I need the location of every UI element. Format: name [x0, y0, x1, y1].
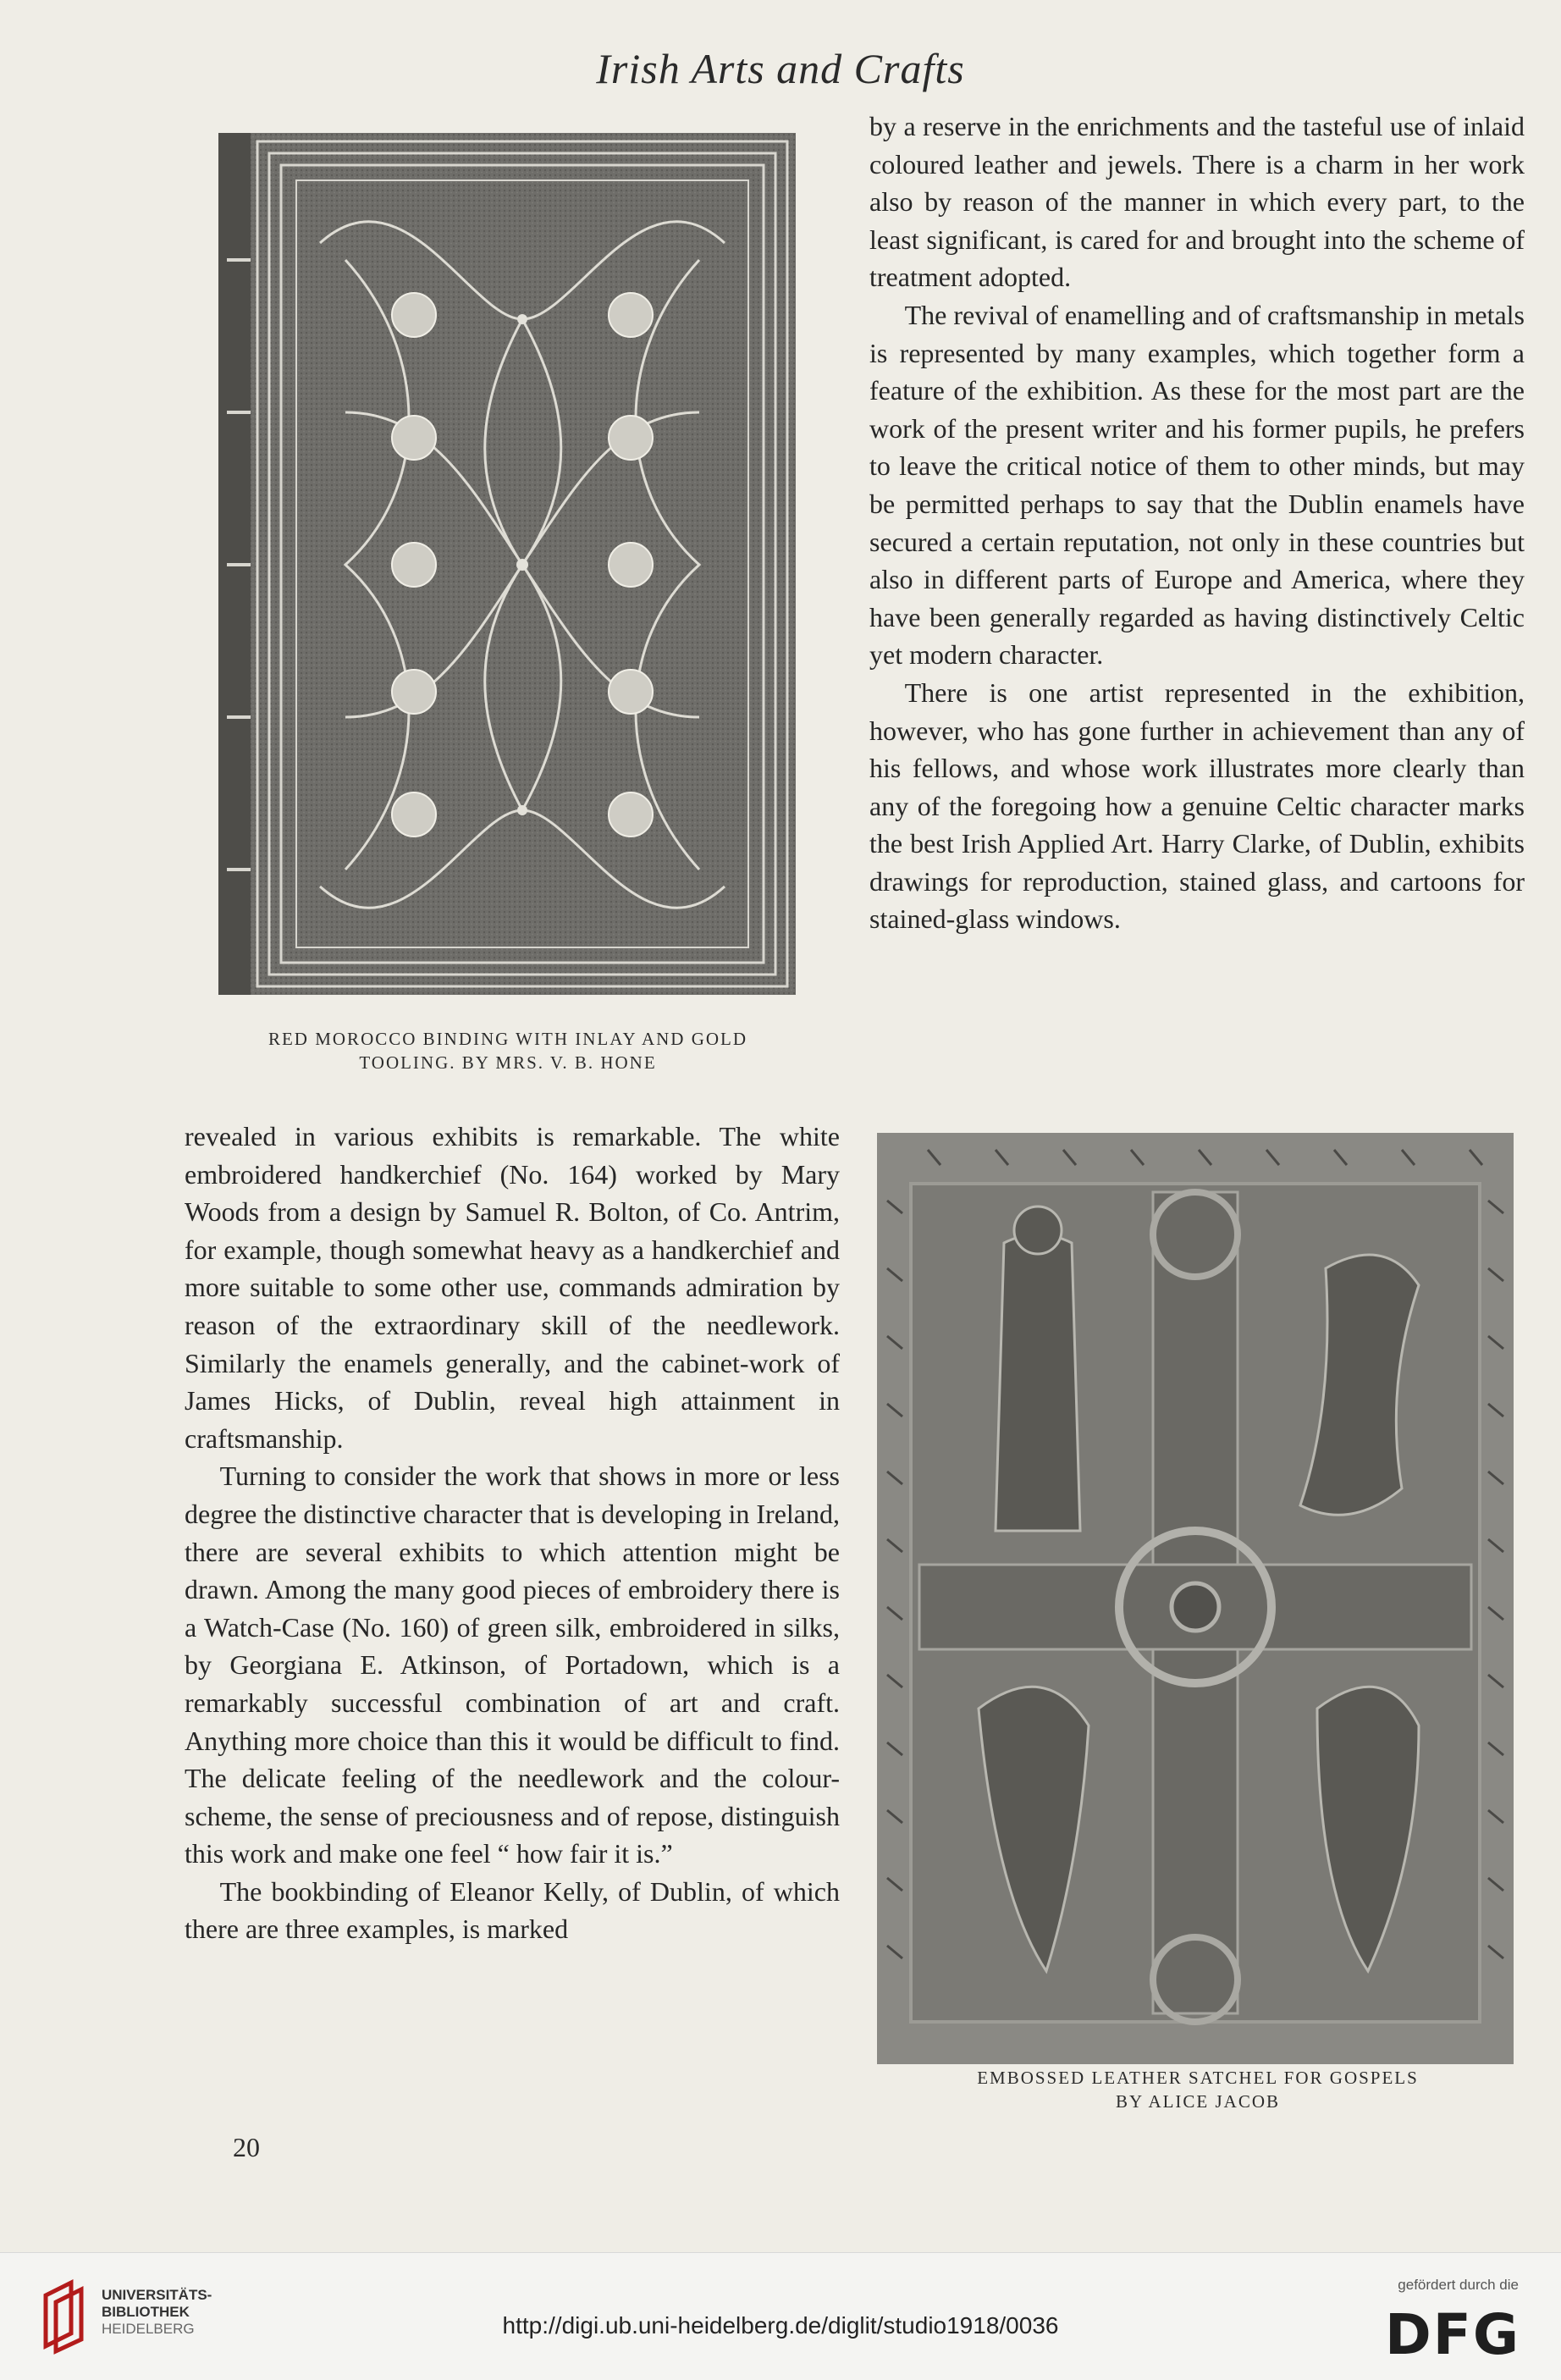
paragraph: There is one artist represented in the exhibition, however, who has gone further in achievement than any of his fellows, and whose work illustrates more clearly than any of the foregoing how a genuine Celtic character marks the best Irish Applied Art. Harry Clarke, of Dublin, exhibits drawings for reproduction, stained glass, and cartoons for stained-glass windows.	[869, 676, 1525, 935]
paragraph: revealed in various exhibits is remarkable. The white embroidered handkerchief (No. 164) worked by Mary Woods from a design by Samuel R. Bolton, of Co. Antrim, for example, though somewhat heavy as a handkerchief and more suitable to some other use, commands admiration by reason of the extraordinary skill of the needlework. Similarly the enamels generally, and the cabinet-work of James Hicks, of Dublin, reveal high attainment in craftsmanship.	[185, 1121, 840, 1454]
bookbinding-caption	[195, 1027, 821, 1074]
library-name-line: BIBLIOTHEK	[102, 2304, 190, 2320]
caption-line: RED MOROCCO BINDING WITH INLAY AND GOLD	[268, 1029, 748, 1049]
funding-note: gefördert durch die	[1398, 2277, 1519, 2293]
satchel-photo	[877, 1133, 1514, 2064]
permalink-url[interactable]: http://digi.ub.uni-heidelberg.de/diglit/studio1918/0036	[502, 2312, 1059, 2339]
page-number: 20	[233, 2132, 260, 2162]
footer-bar	[0, 2252, 1561, 2380]
caption-line: TOOLING. BY MRS. V. B. HONE	[359, 1052, 657, 1073]
bookbinding-photo	[218, 133, 796, 995]
caption-line: EMBOSSED LEATHER SATCHEL FOR GOSPELS	[977, 2068, 1419, 2088]
paragraph: The revival of enamelling and of craftsmanship in metals is represented by many examples, which together form a feature of the exhibition. As these for the most part are the work of the present writer and his former pupils, he prefers to leave the critical notice of them to other minds, but may be permitted perhaps to say that the Dublin enamels have secured a certain reputation, not only in these countries but also in different parts of Europe and America, where they have been generally regarded as having distinctively Celtic yet modern character.	[869, 299, 1525, 671]
paragraph: Turning to consider the work that shows in more or less degree the distinctive character that is developing in Ireland, there are several exhibits to which attention might be drawn. Among the many good pieces of embroidery there is a Watch-Case (No. 160) of green silk, embroidered in silks, by Georgiana E. Atkinson, of Portadown, which is a remarkably successful combination of art and craft. Anything more choice than this it would be difficult to find. The delicate feeling of the needlework and the colour-scheme, the sense of preciousness and of repose, distinguish this work and make one feel “ how fair it is.”	[185, 1461, 840, 1869]
dfg-logo[interactable]: DFG	[1384, 2302, 1520, 2367]
right-column-text	[869, 108, 1525, 938]
library-name-line: HEIDELBERG	[102, 2321, 195, 2337]
left-column-text	[185, 1118, 840, 1948]
library-name-line: UNIVERSITÄTS-	[102, 2287, 212, 2303]
satchel-caption	[872, 2066, 1524, 2113]
paragraph: The bookbinding of Eleanor Kelly, of Dublin, of which there are three examples, is marked	[185, 1875, 840, 1945]
running-head: Irish Arts and Crafts	[596, 45, 965, 92]
caption-line: BY ALICE JACOB	[1115, 2091, 1281, 2112]
paragraph: by a reserve in the enrichments and the tasteful use of inlaid coloured leather and jewels. There is a charm in her work also by reason of the manner in which every part, to the least significant, is cared for and brought into the scheme of treatment adopted.	[869, 111, 1525, 293]
